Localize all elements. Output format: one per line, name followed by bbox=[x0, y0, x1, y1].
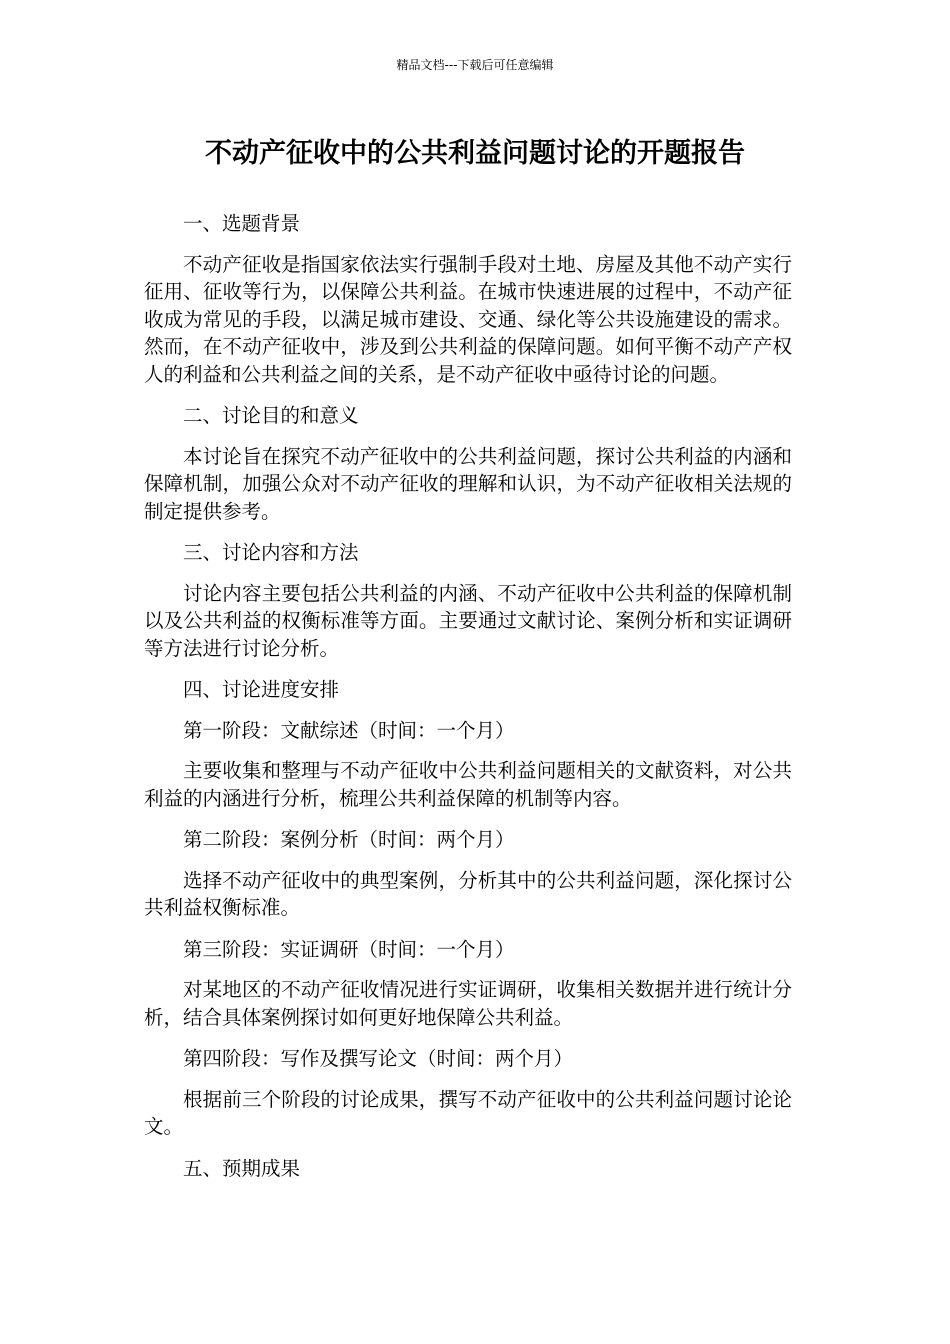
stage-paragraph-3: 对某地区的不动产征收情况进行实证调研，收集相关数据并进行统计分析，结合具体案例探讨如何更好地保障公共利益。 bbox=[144, 978, 792, 1029]
section-heading-purpose: 二、讨论目的和意义 bbox=[183, 404, 359, 427]
stage-paragraph-4: 根据前三个阶段的讨论成果，撰写不动产征收中的公共利益问题讨论论文。 bbox=[144, 1087, 792, 1138]
stage-paragraph-2: 选择不动产征收中的典型案例，分析其中的公共利益问题，深化探讨公共利益权衡标准。 bbox=[144, 868, 792, 919]
header-note: 精品文档---下载后可任意编辑 bbox=[396, 58, 554, 72]
stage-heading-2: 第二阶段：案例分析（时间：两个月） bbox=[183, 828, 515, 851]
paragraph-purpose: 本讨论旨在探究不动产征收中的公共利益问题，探讨公共利益的内涵和保障机制，加强公众对不动产征收的理解和认识，为不动产征收相关法规的制定提供参考。 bbox=[144, 444, 792, 523]
document-title: 不动产征收中的公共利益问题讨论的开题报告 bbox=[205, 138, 745, 169]
stage-heading-1: 第一阶段：文献综述（时间：一个月） bbox=[183, 718, 515, 742]
stage-heading-4: 第四阶段：写作及撰写论文（时间：两个月） bbox=[183, 1047, 574, 1070]
stage-paragraph-1: 主要收集和整理与不动产征收中公共利益问题相关的文献资料，对公共利益的内涵进行分析，梳理公共利益保障的机制等内容。 bbox=[144, 759, 792, 810]
paragraph-background: 不动产征收是指国家依法实行强制手段对土地、房屋及其他不动产实行征用、征收等行为，以保障公共利益。在城市快速进展的过程中，不动产征收成为常见的手段，以满足城市建设、交通、绿化等公共设施建设的需求。然而，在不动产征收中，涉及到公共利益的保障问题。如何平衡不动产产权人的利益和公共利益之间的关系，是不动产征收中亟待讨论的问题。 bbox=[144, 252, 792, 386]
section-heading-background: 一、选题背景 bbox=[183, 212, 301, 235]
section-heading-expected-results: 五、预期成果 bbox=[183, 1156, 301, 1180]
paragraph-content-method: 讨论内容主要包括公共利益的内涵、不动产征收中公共利益的保障机制以及公共利益的权衡标准等方面。主要通过文献讨论、案例分析和实证调研等方法进行讨论分析。 bbox=[144, 581, 792, 660]
section-heading-content-method: 三、讨论内容和方法 bbox=[183, 541, 359, 564]
stage-heading-3: 第三阶段：实证调研（时间：一个月） bbox=[183, 937, 515, 961]
section-heading-schedule: 四、讨论进度安排 bbox=[183, 678, 340, 701]
document-body bbox=[144, 210, 792, 1195]
